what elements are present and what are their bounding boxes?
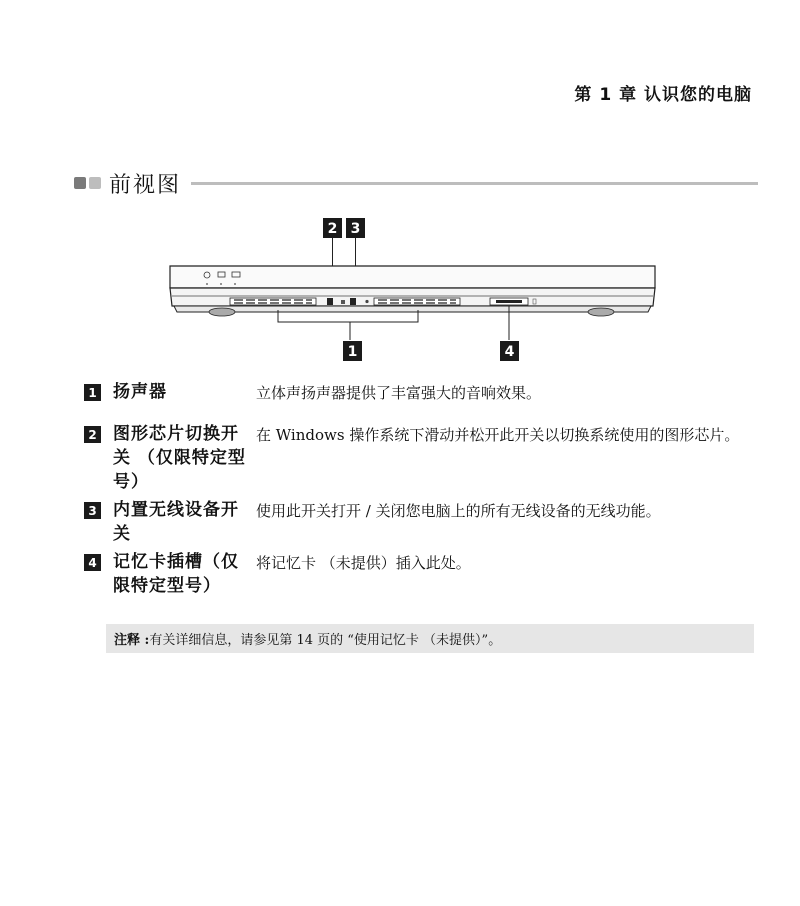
callout-number: 4 bbox=[84, 554, 101, 571]
laptop-body bbox=[170, 266, 655, 316]
callout-term: 图形芯片切换开关 （仅限特定型号） bbox=[113, 424, 246, 492]
callout-term: 记忆卡插槽（仅限特定型号） bbox=[113, 552, 239, 596]
section-heading bbox=[74, 168, 758, 198]
wireless-switch bbox=[350, 298, 356, 305]
chapter-header: 第 1 章 认识您的电脑 bbox=[574, 85, 752, 105]
callout-badge-3-label: 3 bbox=[350, 221, 361, 237]
square-icon-light bbox=[89, 177, 101, 189]
callout-desc: 在 Windows 操作系统下滑动并松开此开关以切换系统使用的图形芯片。 bbox=[256, 426, 740, 444]
callout-badge-4 bbox=[500, 341, 519, 361]
note-box bbox=[106, 624, 754, 653]
callout-badge-1-label: 1 bbox=[347, 344, 358, 360]
callout-desc: 使用此开关打开 / 关闭您电脑上的所有无线设备的无线功能。 bbox=[256, 502, 661, 520]
callout-number: 1 bbox=[84, 384, 101, 401]
callout-badge-3 bbox=[346, 218, 365, 238]
graphics-switch bbox=[327, 298, 333, 305]
callout-badge-4-label: 4 bbox=[504, 344, 515, 360]
note-text: 有关详细信息，请参见第 14 页的 “使用记忆卡 （未提供）”。 bbox=[149, 633, 502, 648]
laptop-front-diagram bbox=[160, 212, 670, 372]
callout-term: 扬声器 bbox=[113, 382, 167, 402]
callout-badge-2-label: 2 bbox=[327, 221, 338, 237]
note-label: 注释 : bbox=[114, 633, 150, 648]
callout-badge-1 bbox=[343, 341, 362, 361]
section-title: 前视图 bbox=[109, 172, 182, 198]
callout-number: 3 bbox=[84, 502, 101, 519]
right-foot bbox=[588, 308, 614, 316]
section-rule bbox=[191, 182, 758, 185]
callout-badge-2 bbox=[323, 218, 342, 238]
callout-number: 2 bbox=[84, 426, 101, 443]
leader-bracket-1 bbox=[278, 310, 418, 340]
left-speaker-grille bbox=[230, 298, 316, 305]
left-foot bbox=[209, 308, 235, 316]
square-icon-dark bbox=[74, 177, 86, 189]
callout-desc: 立体声扬声器提供了丰富强大的音响效果。 bbox=[256, 384, 542, 402]
right-speaker-grille bbox=[374, 298, 460, 305]
callout-term: 内置无线设备开关 bbox=[113, 500, 239, 544]
callout-desc: 将记忆卡 （未提供）插入此处。 bbox=[256, 554, 471, 572]
